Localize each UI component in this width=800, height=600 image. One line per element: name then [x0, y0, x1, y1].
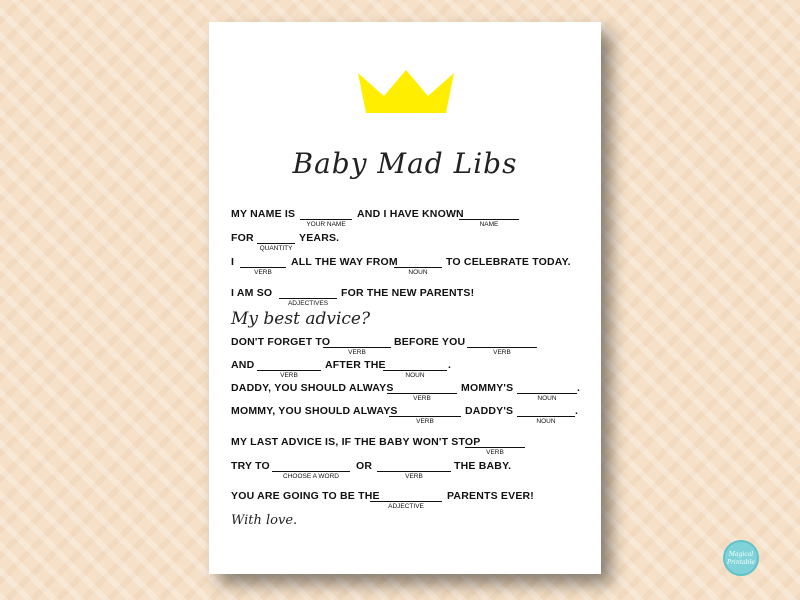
line-text: . [448, 359, 452, 371]
watermark-line1: Magical [728, 551, 754, 558]
page-title: Baby Mad Libs [292, 147, 518, 180]
blank [465, 447, 525, 448]
line-text: DON'T FORGET TO [231, 336, 331, 348]
crown-icon [356, 68, 456, 118]
line-text: I [231, 256, 235, 268]
blank [467, 347, 537, 348]
blank-hint: VERB [416, 418, 434, 425]
line-text: THE BABY. [454, 460, 512, 472]
blank [240, 267, 286, 268]
blank [459, 219, 519, 220]
watermark-logo [723, 540, 759, 576]
line-text: MY LAST ADVICE IS, IF THE BABY WON'T STOP [231, 436, 481, 448]
line-text: TO CELEBRATE TODAY. [446, 256, 571, 268]
blank [257, 243, 295, 244]
line-text: DADDY'S [465, 405, 514, 417]
blank [377, 471, 451, 472]
line-text: TRY TO [231, 460, 270, 472]
advice-heading: My best advice? [231, 309, 371, 329]
closing-signature: With love. [231, 513, 298, 528]
blank-hint: VERB [280, 372, 298, 379]
blank-hint: ADJECTIVES [287, 300, 329, 307]
blank [394, 267, 442, 268]
line-text: BEFORE YOU [394, 336, 466, 348]
line-text: AFTER THE [325, 359, 386, 371]
line-text: MOMMY'S [461, 382, 514, 394]
line-text: DADDY, YOU SHOULD ALWAYS [231, 382, 394, 394]
line-text: FOR [231, 232, 254, 244]
blank [279, 298, 337, 299]
blank-hint: ADJECTIVE [388, 503, 424, 510]
line-text: . [575, 405, 579, 417]
line-text: MOMMY, YOU SHOULD ALWAYS [231, 405, 398, 417]
blank [370, 501, 442, 502]
mad-libs-card [209, 22, 601, 574]
blank-hint: VERB [348, 349, 366, 356]
blank-hint: NOUN [537, 395, 557, 402]
blank-hint: VERB [254, 269, 272, 276]
blank-hint: VERB [413, 395, 431, 402]
blank-hint: NOUN [408, 269, 428, 276]
blank [387, 393, 457, 394]
line-text: YOU ARE GOING TO BE THE [231, 490, 380, 502]
line-text: MY NAME IS [231, 208, 296, 220]
blank [517, 393, 577, 394]
blank [389, 416, 461, 417]
line-text: OR [356, 460, 373, 472]
line-text: PARENTS EVER! [447, 490, 534, 502]
line-text: AND I HAVE KNOWN [357, 208, 464, 220]
blank [323, 347, 391, 348]
blank [272, 471, 350, 472]
line-text: YEARS. [299, 232, 340, 244]
blank-hint: NAME [479, 221, 499, 228]
blank [383, 370, 447, 371]
blank [300, 219, 352, 220]
blank-hint: YOUR NAME [306, 221, 346, 228]
blank-hint: VERB [486, 449, 504, 456]
blank-hint: NOUN [405, 372, 425, 379]
blank-hint: QUANTITY [259, 245, 293, 252]
blank [517, 416, 575, 417]
blank-hint: CHOOSE A WORD [283, 473, 339, 480]
blank-hint: NOUN [536, 418, 556, 425]
line-text: ALL THE WAY FROM [291, 256, 398, 268]
line-text: I AM SO [231, 287, 273, 299]
blank [257, 370, 321, 371]
line-text: FOR THE NEW PARENTS! [341, 287, 475, 299]
line-text: AND [231, 359, 255, 371]
watermark-line2: Printable [727, 559, 755, 566]
line-text: . [577, 382, 581, 394]
blank-hint: VERB [405, 473, 423, 480]
blank-hint: VERB [493, 349, 511, 356]
